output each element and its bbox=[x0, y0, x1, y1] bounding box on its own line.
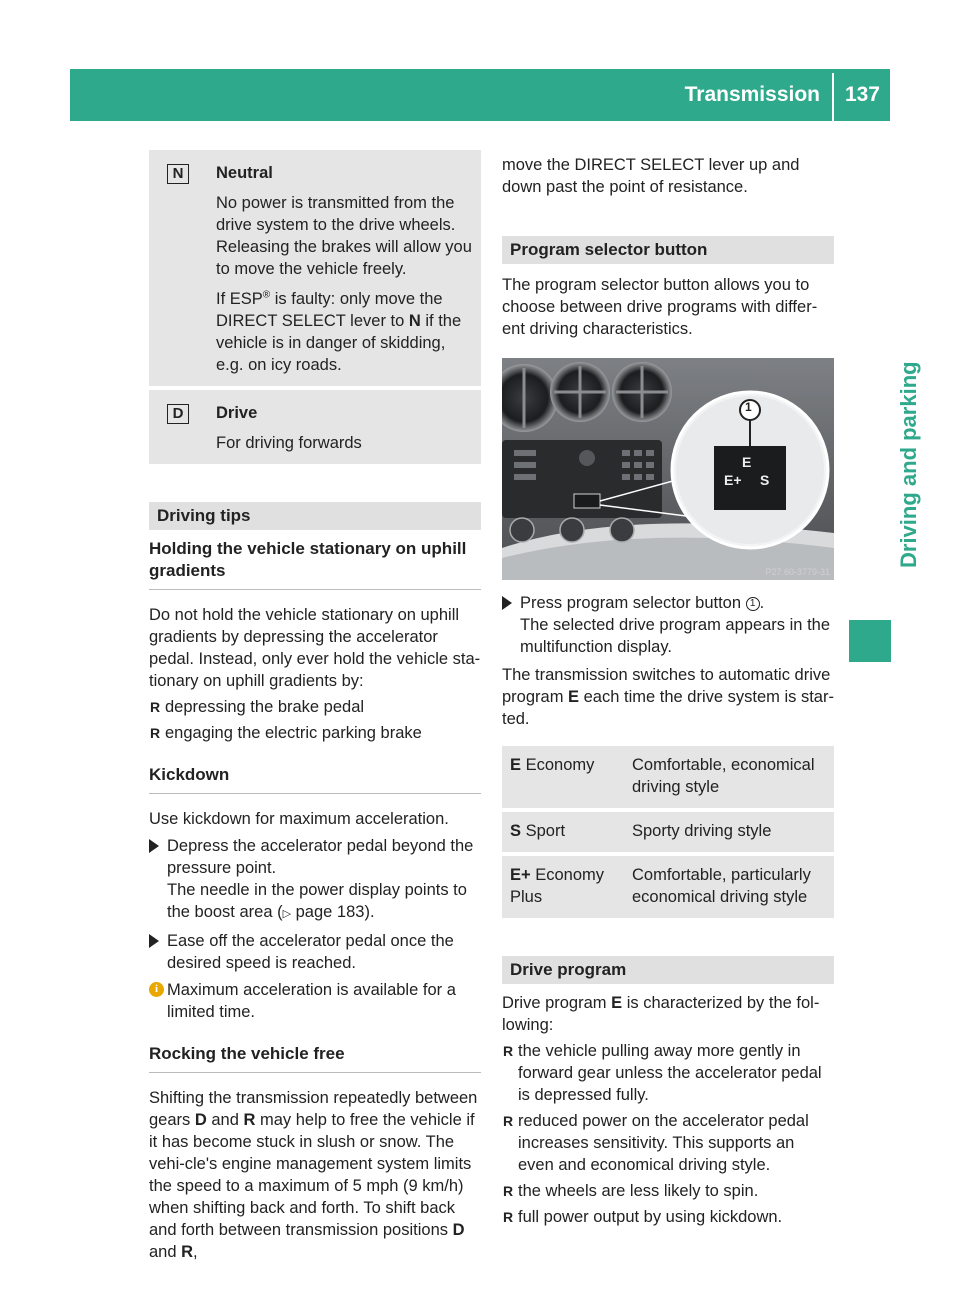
side-tab-label: Driving and parking bbox=[896, 361, 921, 568]
rocking-continued: move the DIRECT SELECT lever up and down past the point of resistance. bbox=[502, 156, 800, 196]
table-row: E Economy Comfortable, economical driving style bbox=[502, 746, 834, 810]
section-heading: Drive program bbox=[502, 956, 834, 984]
header-divider bbox=[832, 73, 834, 121]
drive-program-intro: Drive program E is characterized by the fol-lowing: bbox=[502, 994, 820, 1034]
neutral-symbol-icon: N bbox=[167, 164, 189, 184]
photo-caption: P27.60-3779-31 bbox=[765, 567, 830, 577]
info-icon: i bbox=[149, 982, 164, 997]
right-column bbox=[502, 150, 834, 1228]
kickdown-step: Ease off the accelerator pedal once the desired speed is reached. bbox=[149, 930, 481, 974]
button-label-s: S bbox=[760, 472, 770, 488]
gear-title: Neutral bbox=[216, 164, 273, 182]
dashboard-photo bbox=[502, 358, 834, 580]
gear-row-neutral bbox=[149, 150, 481, 388]
step-arrow-icon bbox=[502, 596, 512, 610]
left-column bbox=[149, 150, 481, 1263]
esp-note: If ESP® is faulty: only move the DIRECT SELECT lever to N if the vehicle is in danger of skidding, e.g. on icy roads. bbox=[216, 289, 462, 374]
gear-description: For driving forwards bbox=[216, 434, 362, 452]
list-item: R depressing the brake pedal bbox=[150, 698, 365, 716]
kickdown-heading: Kickdown bbox=[149, 764, 481, 794]
gear-row-drive bbox=[149, 388, 481, 464]
program-step: Press program selector button 1 . The selected drive program appears in the multifunction display. bbox=[502, 592, 834, 658]
chapter-title: Transmission bbox=[684, 83, 820, 106]
drive-symbol-icon: D bbox=[167, 404, 189, 424]
section-heading: Driving tips bbox=[149, 502, 481, 530]
table-row: E+ Economy Plus Comfortable, particularly economical driving style bbox=[502, 854, 834, 918]
side-tab-marker bbox=[849, 620, 891, 662]
page-header bbox=[70, 69, 890, 121]
list-item: R the vehicle pulling away more gently in forward gear unless the accelerator pedal is depressed fully. bbox=[503, 1042, 822, 1104]
list-item: R reduced power on the accelerator pedal increases sensitivity. This supports an even and economical driving style. bbox=[503, 1112, 809, 1174]
rocking-text: Shifting the transmission repeatedly between gears D and R may help to free the vehicle if it has become stuck in slush or snow. The vehi-cle's engine management system limits the speed to a maximum of 5 mph (9 km/h) when shifting back and forth. To shift back and forth between transmission positions D and R, bbox=[149, 1089, 478, 1261]
table-row: S Sport Sporty driving style bbox=[502, 810, 834, 854]
gear-title: Drive bbox=[216, 404, 258, 422]
gear-description: No power is transmitted from the drive system to the drive wheels. Releasing the brakes will allow you to move the vehicle freely. bbox=[216, 194, 472, 278]
uphill-intro: Do not hold the vehicle stationary on uphill gradients by depressing the accelerator pedal. Instead, only ever hold the vehicle sta-tionary on uphill gradients by: bbox=[149, 606, 481, 690]
auto-program-text: The transmission switches to automatic drive program E each time the drive system is star-ted. bbox=[502, 666, 834, 728]
step-arrow-icon bbox=[149, 934, 159, 948]
callout-1-icon: 1 bbox=[746, 597, 760, 611]
page-number: 137 bbox=[844, 83, 880, 106]
button-label-eplus: E+ bbox=[724, 472, 742, 488]
list-item: R engaging the electric parking brake bbox=[150, 724, 422, 742]
dashboard-illustration bbox=[502, 358, 834, 580]
button-label-e: E bbox=[742, 454, 752, 470]
program-intro: The program selector button allows you to choose between drive programs with differ-ent driving characteristics. bbox=[502, 276, 818, 338]
program-table bbox=[502, 746, 834, 918]
callout-number: 1 bbox=[745, 400, 752, 414]
step-arrow-icon bbox=[149, 839, 159, 853]
kickdown-step: Depress the accelerator pedal beyond the pressure point. The needle in the power display points to the boost area (▷ page 183). bbox=[149, 835, 481, 925]
page-ref-icon: ▷ bbox=[282, 908, 292, 920]
kickdown-intro: Use kickdown for maximum acceleration. bbox=[149, 810, 449, 828]
section-heading: Program selector button bbox=[502, 236, 834, 264]
gear-table bbox=[149, 150, 481, 464]
uphill-heading: Holding the vehicle stationary on uphill gradients bbox=[149, 538, 481, 590]
list-item: R the wheels are less likely to spin. bbox=[503, 1182, 759, 1200]
list-item: R full power output by using kickdown. bbox=[503, 1208, 783, 1226]
info-note: i Maximum acceleration is available for a limited time. bbox=[149, 979, 481, 1023]
rocking-heading: Rocking the vehicle free bbox=[149, 1043, 481, 1073]
side-tab bbox=[848, 250, 921, 570]
